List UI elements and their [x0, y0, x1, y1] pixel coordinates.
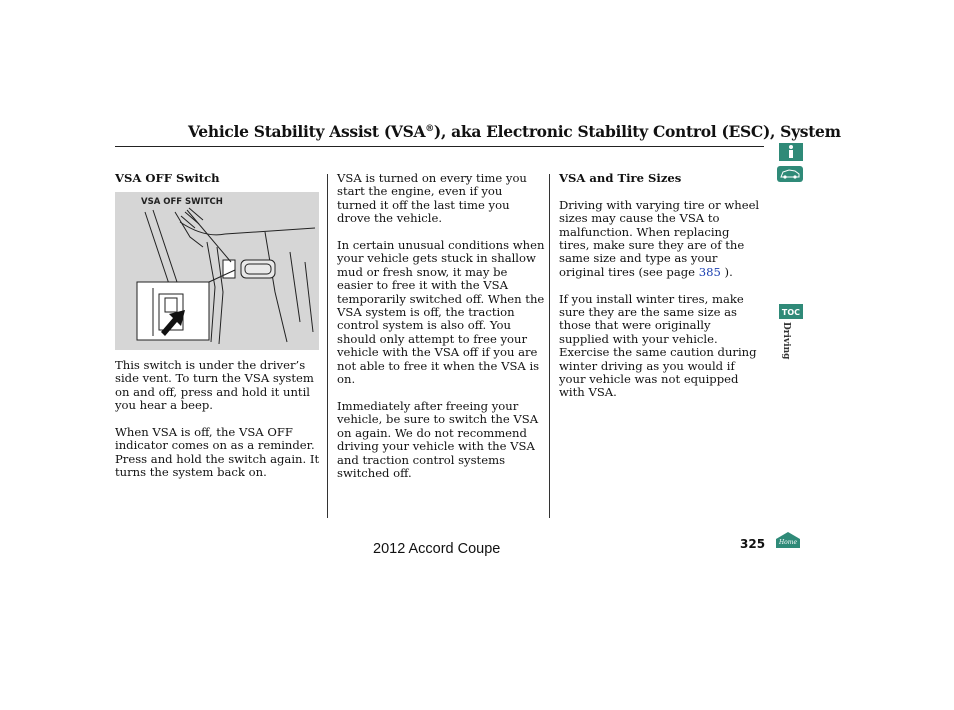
section-label: Driving — [781, 322, 791, 360]
toc-button[interactable] — [779, 304, 803, 319]
column-divider — [549, 174, 550, 518]
paragraph: This switch is under the driver’s side vent. To turn the VSA system on and off, press and hold it until you hear a beep. — [115, 358, 314, 413]
title-part: ), aka Electronic Stability Control (ESC), System — [433, 122, 841, 141]
figure-label: VSA OFF SWITCH — [141, 197, 223, 207]
home-button[interactable] — [774, 532, 802, 548]
column-divider — [327, 174, 328, 518]
column-2 — [337, 172, 545, 494]
section-heading: VSA OFF Switch — [115, 171, 220, 185]
paragraph: Driving with varying tire or wheel sizes may cause the VSA to malfunction. When replacing tires, make sure they are of the same size and type as your original tires (see page 385 ). — [559, 197, 760, 279]
info-icon[interactable] — [779, 143, 803, 161]
page-title — [188, 122, 841, 141]
section-heading: VSA and Tire Sizes — [559, 171, 682, 185]
car-index-icon[interactable] — [777, 166, 803, 182]
column-3 — [559, 172, 761, 413]
home-label: Home — [778, 539, 798, 546]
paragraph: Immediately after freeing your vehicle, be sure to switch the VSA on again. We do not recommend driving your vehicle with the VSA and traction control systems switched off. — [337, 398, 539, 480]
toc-label: TOC — [781, 308, 801, 317]
book-title: 2012 Accord Coupe — [373, 541, 501, 557]
vsa-switch-illustration — [115, 192, 319, 350]
paragraph: VSA is turned on every time you start the engine, even if you turned it off the last time you drove the vehicle. — [337, 171, 527, 226]
title-part: Vehicle Stability Assist (VSA — [188, 122, 426, 141]
registered-mark: ® — [425, 123, 434, 134]
paragraph: If you install winter tires, make sure they are the same size as those that were originally supplied with your vehicle. Exercise the same caution during winter driving as you would if your vehicle was not equipped with VSA. — [559, 291, 757, 400]
title-rule — [115, 146, 764, 147]
paragraph: When VSA is off, the VSA OFF indicator comes on as a reminder. Press and hold the switch again. It turns the system back on. — [115, 425, 320, 480]
column-1-body — [115, 359, 321, 493]
page-link[interactable]: 385 — [698, 264, 721, 279]
page-number: 325 — [740, 537, 766, 551]
paragraph: In certain unusual conditions when your vehicle gets stuck in shallow mud or fresh snow, it may be easier to free it with the VSA temporarily switched off. When the VSA system is off, the traction control system is also off. You should only attempt to free your vehicle with the VSA off if you are not able to free it when the VSA is on. — [337, 238, 545, 387]
dashboard-drawing — [115, 192, 319, 350]
